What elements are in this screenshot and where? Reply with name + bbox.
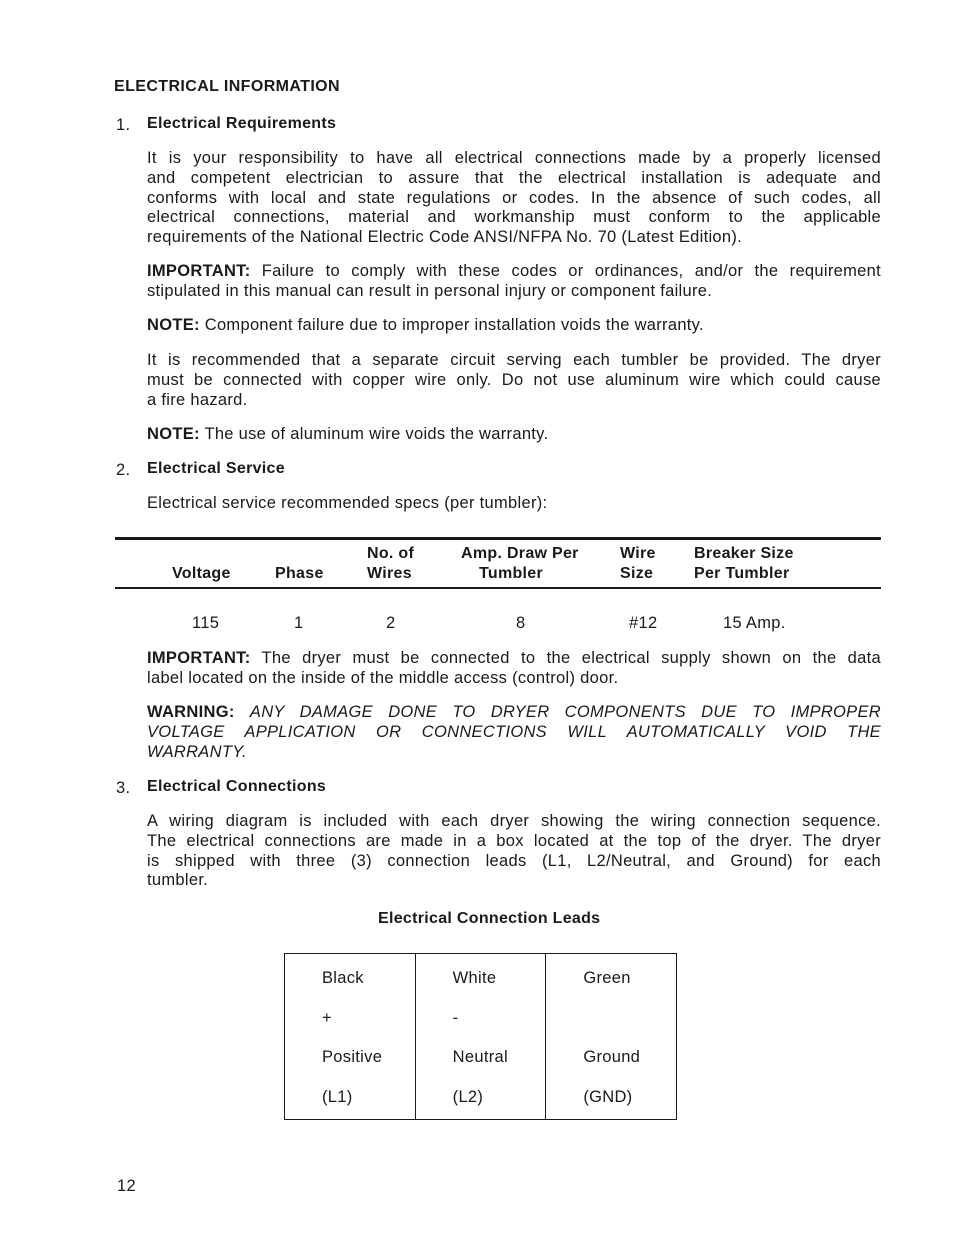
text-line: A wiring diagram is included with each dryer showing the wiring connection sequence.: [147, 812, 881, 830]
table-top-rule: [115, 537, 881, 540]
text-line: label located on the inside of the middle access (control) door.: [147, 668, 619, 687]
section-3-paragraph: [147, 812, 881, 891]
note-label: NOTE:: [147, 425, 200, 443]
section-1-paragraph-1: [147, 149, 881, 248]
section-1-title: Electrical Requirements: [147, 115, 337, 132]
section-3-number: 3.: [116, 779, 131, 797]
header-wire-size-line-1: Wire: [620, 545, 656, 562]
lead-code: (L1): [322, 1087, 353, 1106]
section-3-title: Electrical Connections: [147, 778, 327, 795]
cell-amp: 8: [516, 614, 526, 632]
text-line: [147, 703, 881, 723]
header-voltage: Voltage: [172, 565, 231, 582]
cell-phase: 1: [294, 614, 304, 632]
text-line: [147, 316, 881, 336]
section-2-number: 2.: [116, 461, 131, 479]
cell-wire-size: #12: [629, 614, 658, 632]
header-wire-size-line-2: Size: [620, 565, 654, 582]
text-line: The electrical connections are made in a box located at the top of the dryer. The dryer: [147, 831, 881, 850]
header-breaker-line-2: Per Tumbler: [694, 565, 790, 582]
header-wires-line-2: Wires: [367, 565, 412, 582]
lead-sign: [583, 999, 676, 1039]
table-row: [285, 954, 677, 1120]
lead-cell-white: [415, 954, 546, 1120]
important-text: The dryer must be connected to the electrical supply shown on the data: [261, 649, 881, 667]
header-wires-line-1: No. of: [367, 545, 415, 562]
lead-name: Neutral: [452, 1048, 508, 1066]
text-line: [147, 425, 881, 445]
leads-table-title: Electrical Connection Leads: [378, 910, 601, 927]
section-2-warning: [147, 703, 881, 762]
text-line: It is your responsibility to have all electrical connections made by a properly licensed: [147, 149, 881, 167]
page-heading: ELECTRICAL INFORMATION: [114, 78, 340, 95]
text-line: stipulated in this manual can result in personal injury or component failure.: [147, 281, 713, 300]
section-1-note-1: [147, 316, 881, 336]
lead-sign: -: [452, 1008, 459, 1027]
header-phase: Phase: [275, 565, 324, 582]
header-amp-line-2: Tumbler: [479, 565, 544, 582]
note-text: Component failure due to improper installation voids the warranty.: [204, 316, 704, 334]
text-line: and competent electrician to assure that the electrical installation is adequate and: [147, 168, 881, 187]
note-text: The use of aluminum wire voids the warranty.: [204, 425, 549, 443]
warning-label: WARNING:: [147, 703, 235, 721]
text-line: [147, 262, 881, 282]
lead-color: Green: [583, 969, 631, 987]
header-breaker-line-1: Breaker Size: [694, 545, 794, 562]
section-1-important: [147, 262, 881, 302]
text-line: must be connected with copper wire only. Do not use aluminum wire which could cause: [147, 370, 881, 389]
lead-name: Positive: [322, 1048, 383, 1066]
section-2-intro: Electrical service recommended specs (per tumbler):: [147, 494, 548, 512]
important-text: Failure to comply with these codes or ordinances, and/or the requirement: [261, 262, 881, 280]
text-line: conforms with local and state regulations or codes. In the absence of such codes, all: [147, 188, 881, 207]
text-line: is shipped with three (3) connection leads (L1, L2/Neutral, and Ground) for each: [147, 851, 881, 870]
page-number: 12: [117, 1177, 136, 1195]
warning-text: ANY DAMAGE DONE TO DRYER COMPONENTS DUE TO IMPROPER: [249, 703, 882, 721]
lead-cell-black: [285, 954, 416, 1120]
lead-code: (L2): [452, 1087, 484, 1106]
lead-color: Black: [322, 969, 364, 987]
lead-name: Ground: [583, 1048, 641, 1066]
section-1-paragraph-2: [147, 351, 881, 410]
section-2-title: Electrical Service: [147, 460, 285, 477]
cell-wires: 2: [386, 614, 396, 632]
lead-color: White: [452, 969, 497, 987]
lead-cell-green: [546, 954, 677, 1120]
section-1-number: 1.: [116, 116, 131, 134]
note-label: NOTE:: [147, 316, 200, 334]
text-line: electrical connections, material and workmanship must conform to the applicable: [147, 208, 881, 227]
text-line: requirements of the National Electric Code ANSI/NFPA No. 70 (Latest Edition).: [147, 228, 743, 247]
important-label: IMPORTANT:: [147, 649, 251, 667]
text-line: [147, 649, 881, 669]
cell-breaker: 15 Amp.: [723, 614, 786, 632]
text-line: WARRANTY.: [147, 742, 247, 761]
lead-sign: +: [322, 1008, 332, 1027]
important-label: IMPORTANT:: [147, 262, 251, 280]
lead-code: (GND): [583, 1087, 633, 1106]
cell-voltage: 115: [192, 614, 220, 632]
text-line: a fire hazard.: [147, 390, 248, 409]
section-1-note-2: [147, 425, 881, 445]
text-line: tumbler.: [147, 871, 209, 890]
header-amp-line-1: Amp. Draw Per: [461, 545, 579, 562]
text-line: It is recommended that a separate circuit serving each tumbler be provided. The dryer: [147, 351, 881, 369]
table-header-rule: [115, 587, 881, 589]
section-2-important: [147, 649, 881, 689]
text-line: VOLTAGE APPLICATION OR CONNECTIONS WILL AUTOMATICALLY VOID THE: [147, 722, 881, 741]
leads-table: [284, 953, 677, 1120]
